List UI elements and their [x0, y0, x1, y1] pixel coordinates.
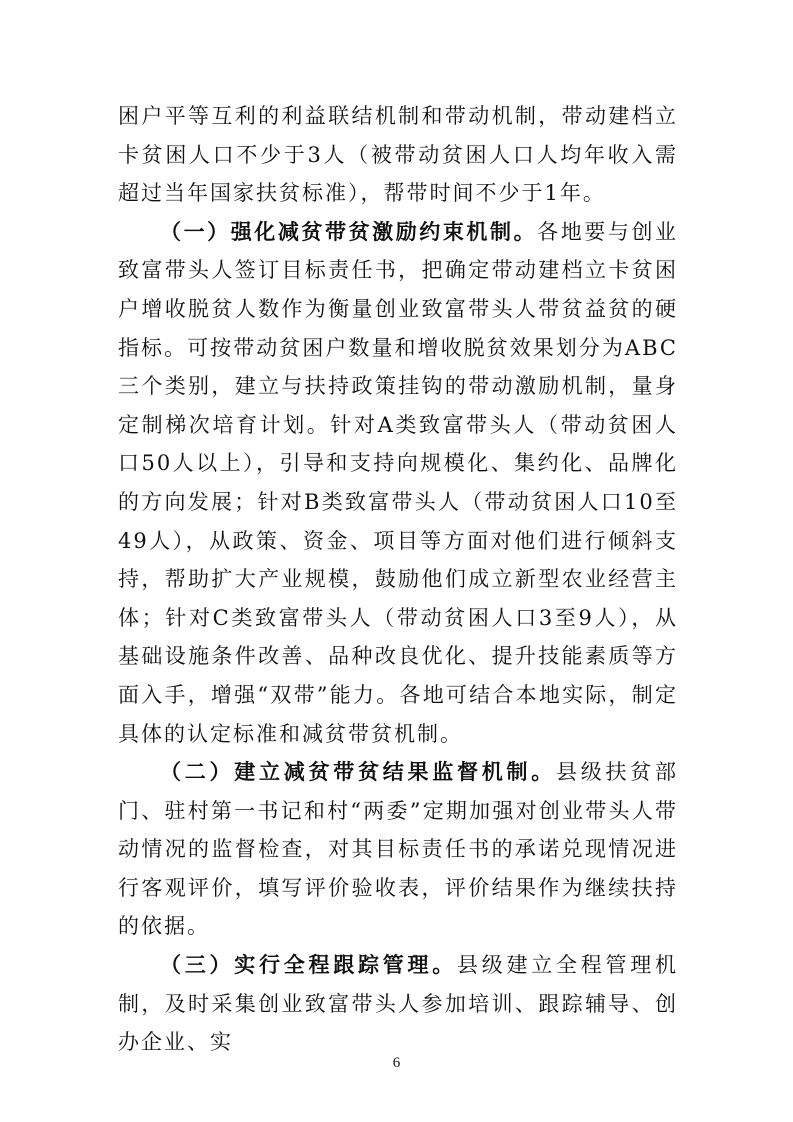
paragraph-text: 各地要与创业致富带头人签订目标责任书，把确定带动建档立卡贫困户增收脱贫人数作为衡量创业致富带头人带贫益贫的硬指标。可按带动贫困户数量和增收脱贫效果划分为ABC三个类别，建立与扶持政策挂钩的带动激励机制，量身定制梯次培育计划。针对A类致富带头人（带动贫困人口50人以上），引导和支持向规模化、集约化、品牌化的方向发展；针对B类致富带头人（带动贫困人口10至49人），从政策、资金、项目等方面对他们进行倾斜支持，帮助扩大产业规模，鼓励他们成立新型农业经营主体；针对C类致富带头人（带动贫困人口3至9人），从基础设施条件改善、品种改良优化、提升技能素质等方面入手，增强“双带”能力。各地可结合本地实际，制定具体的认定标准和减贫带贫机制。 [118, 219, 679, 746]
paragraph-1 [118, 97, 678, 213]
paragraph-heading: （一）强化减贫带贫激励约束机制。 [160, 219, 538, 244]
page-number: 6 [392, 1055, 401, 1071]
paragraph-4 [118, 946, 678, 1062]
paragraph-heading: （三）实行全程跟踪管理。 [160, 953, 457, 978]
paragraph-2 [118, 213, 678, 753]
paragraph-text: 困户平等互利的利益联结机制和带动机制，带动建档立卡贫困人口不少于3人（被带动贫困人口人均年收入需超过当年国家扶贫标准），帮带时间不少于1年。 [118, 104, 678, 206]
paragraph-text: 县级扶贫部门、驻村第一书记和村“两委”定期加强对创业带头人带动情况的监督检查，对其目标责任书的承诺兑现情况进行客观评价，填写评价验收表，评价结果作为继续扶持的依据。 [118, 760, 678, 939]
paragraph-heading: （二）建立减贫带贫结果监督机制。 [160, 760, 556, 785]
paragraph-3 [118, 753, 678, 946]
paragraph-text: 县级建立全程管理机制，及时采集创业致富带头人参加培训、跟踪辅导、创办企业、实 [118, 953, 678, 1055]
body-text [118, 97, 678, 1062]
